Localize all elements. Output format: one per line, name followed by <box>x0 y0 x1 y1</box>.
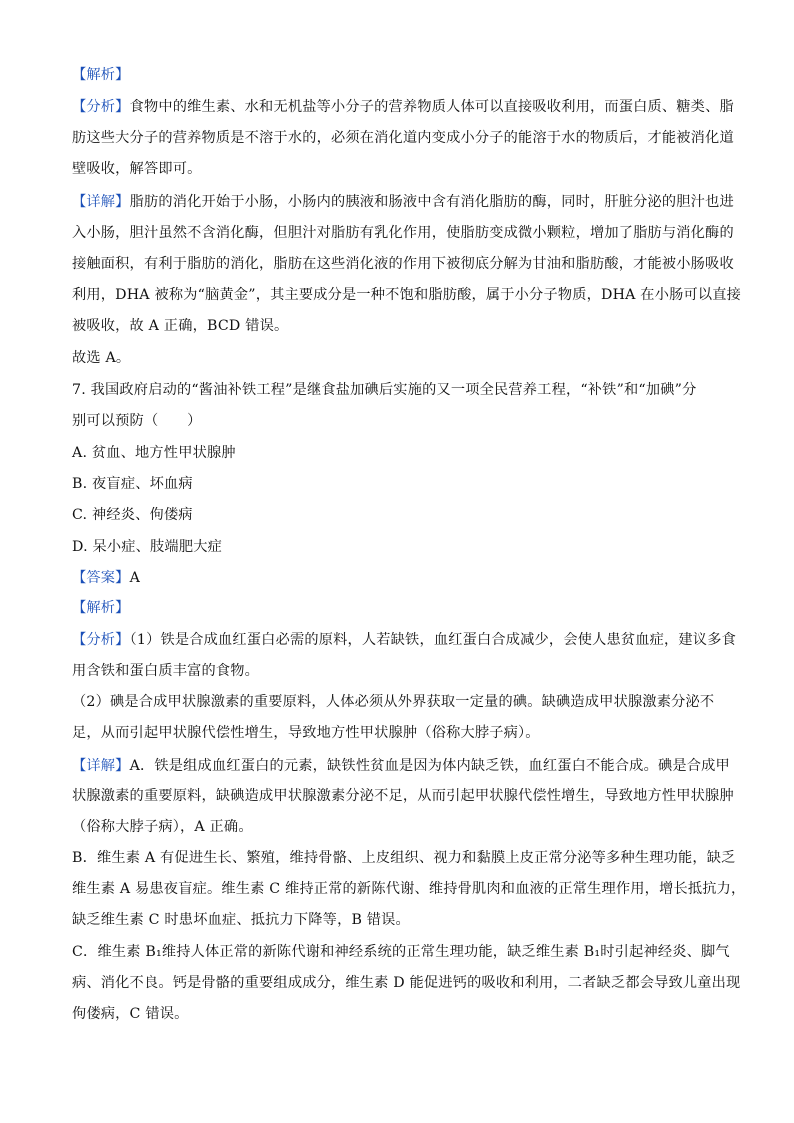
text-line <box>72 411 732 431</box>
line-text: 缺乏维生素 C 时患坏血症、抵抗力下降等，B 错误。 <box>72 912 410 928</box>
line-text: 被吸收，故 A 正确，BCD 错误。 <box>72 318 289 334</box>
line-text: B．维生素 A 有促进生长、繁殖，维持骨骼、上皮组织、视力和黏膜上皮正常分泌等多种生理功能，缺乏 <box>72 850 736 866</box>
text-line <box>72 723 732 743</box>
section-line <box>72 568 732 588</box>
line-text: 接触面积，有利于脂肪的消化，脂肪在这些消化液的作用下被彻底分解为甘油和脂肪酸，才能被小肠吸收 <box>72 256 734 272</box>
text-line <box>72 128 732 148</box>
text-line <box>72 942 732 962</box>
section-line <box>72 598 732 618</box>
line-text: C．维生素 B₁维持人体正常的新陈代谢和神经系统的正常生理功能，缺乏维生素 B₁时引起神经炎、脚气 <box>72 944 730 960</box>
text-line <box>72 661 732 681</box>
line-text: 食物中的维生素、水和无机盐等小分子的营养物质人体可以直接吸收利用，而蛋白质、糖类、脂 <box>129 99 734 115</box>
text-line <box>72 910 732 930</box>
section-line <box>72 756 732 776</box>
line-text: 入小肠，胆汁虽然不含消化酶，但胆汁对脂肪有乳化作用，使脂肪变成微小颗粒，增加了脂肪与消化酶的 <box>72 225 734 241</box>
line-text: 故选 A。 <box>72 350 131 366</box>
section-tag: 【答案】 <box>72 570 130 586</box>
text-line <box>72 474 732 494</box>
section-tag: 【解析】 <box>72 600 130 616</box>
line-text: 状腺激素的重要原料，缺碘造成甲状腺激素分泌不足，从而引起甲状腺代偿性增生，导致地方性甲状腺肿 <box>72 788 734 804</box>
section-tag: 【详解】 <box>72 194 130 210</box>
line-text: （俗称大脖子病），A 正确。 <box>72 819 253 835</box>
line-text: 肪这些大分子的营养物质是不溶于水的，必须在消化道内变成小分子的能溶于水的物质后，才能被消化道 <box>72 130 734 146</box>
line-text: A <box>129 570 141 586</box>
line-text: D. 呆小症、肢端肥大症 <box>72 539 222 555</box>
line-text: 7. 我国政府启动的“酱油补铁工程”是继食盐加碘后实施的又一项全民营养工程，“补铁”和“加碘”分 <box>72 382 697 398</box>
text-line <box>72 817 732 837</box>
text-line <box>72 879 746 899</box>
text-line <box>72 1004 732 1024</box>
text-line <box>72 348 732 368</box>
line-text: 别可以预防（ ） <box>72 413 202 429</box>
line-text: 脂肪的消化开始于小肠，小肠内的胰液和肠液中含有消化脂肪的酶，同时，肝脏分泌的胆汁也进 <box>129 194 734 210</box>
text-line <box>72 443 732 463</box>
line-text: 足，从而引起甲状腺代偿性增生，导致地方性甲状腺肿（俗称大脖子病）。 <box>72 725 540 741</box>
section-tag: 【详解】 <box>72 758 130 774</box>
line-text: 佝偻病，C 错误。 <box>72 1006 189 1022</box>
section-line <box>72 65 732 85</box>
text-line <box>72 159 732 179</box>
line-text: 维生素 A 易患夜盲症。维生素 C 维持正常的新陈代谢、维持骨肌肉和血液的正常生理作用，增长抵抗力， <box>72 881 746 897</box>
line-text: B. 夜盲症、坏血病 <box>72 476 193 492</box>
section-line <box>72 630 736 650</box>
text-line <box>72 380 732 400</box>
section-tag: 【分析】 <box>72 99 130 115</box>
text-line <box>72 223 732 243</box>
text-line <box>72 973 741 993</box>
section-line <box>72 192 732 212</box>
text-line <box>72 285 742 305</box>
line-text: （1）铁是合成血红蛋白必需的原料，人若缺铁，血红蛋白合成减少，会使人患贫血症，建议多食 <box>129 632 736 648</box>
line-text: 利用，DHA 被称为“脑黄金”，其主要成分是一种不饱和脂肪酸，属于小分子物质，DHA 在小肠可以直接 <box>72 287 742 303</box>
line-text: C. 神经炎、佝偻病 <box>72 507 193 523</box>
line-text: 壁吸收，解答即可。 <box>72 161 202 177</box>
text-line <box>72 848 736 868</box>
text-line <box>72 254 732 274</box>
line-text: A．铁是组成血红蛋白的元素，缺铁性贫血是因为体内缺乏铁，血红蛋白不能合成。碘是合成甲 <box>129 758 730 774</box>
section-line <box>72 97 732 117</box>
text-line <box>72 505 732 525</box>
line-text: 用含铁和蛋白质丰富的食物。 <box>72 663 260 679</box>
text-line <box>72 692 732 712</box>
line-text: 病、消化不良。钙是骨骼的重要组成成分，维生素 D 能促进钙的吸收和利用，二者缺乏都会导致儿童出现 <box>72 975 741 991</box>
section-tag: 【解析】 <box>72 67 130 83</box>
text-line <box>72 316 732 336</box>
line-text: （2）碘是合成甲状腺激素的重要原料，人体必须从外界获取一定量的碘。缺碘造成甲状腺激素分泌不 <box>72 694 715 710</box>
line-text: A. 贫血、地方性甲状腺肿 <box>72 445 236 461</box>
text-line <box>72 786 732 806</box>
text-line <box>72 537 732 557</box>
section-tag: 【分析】 <box>72 632 130 648</box>
